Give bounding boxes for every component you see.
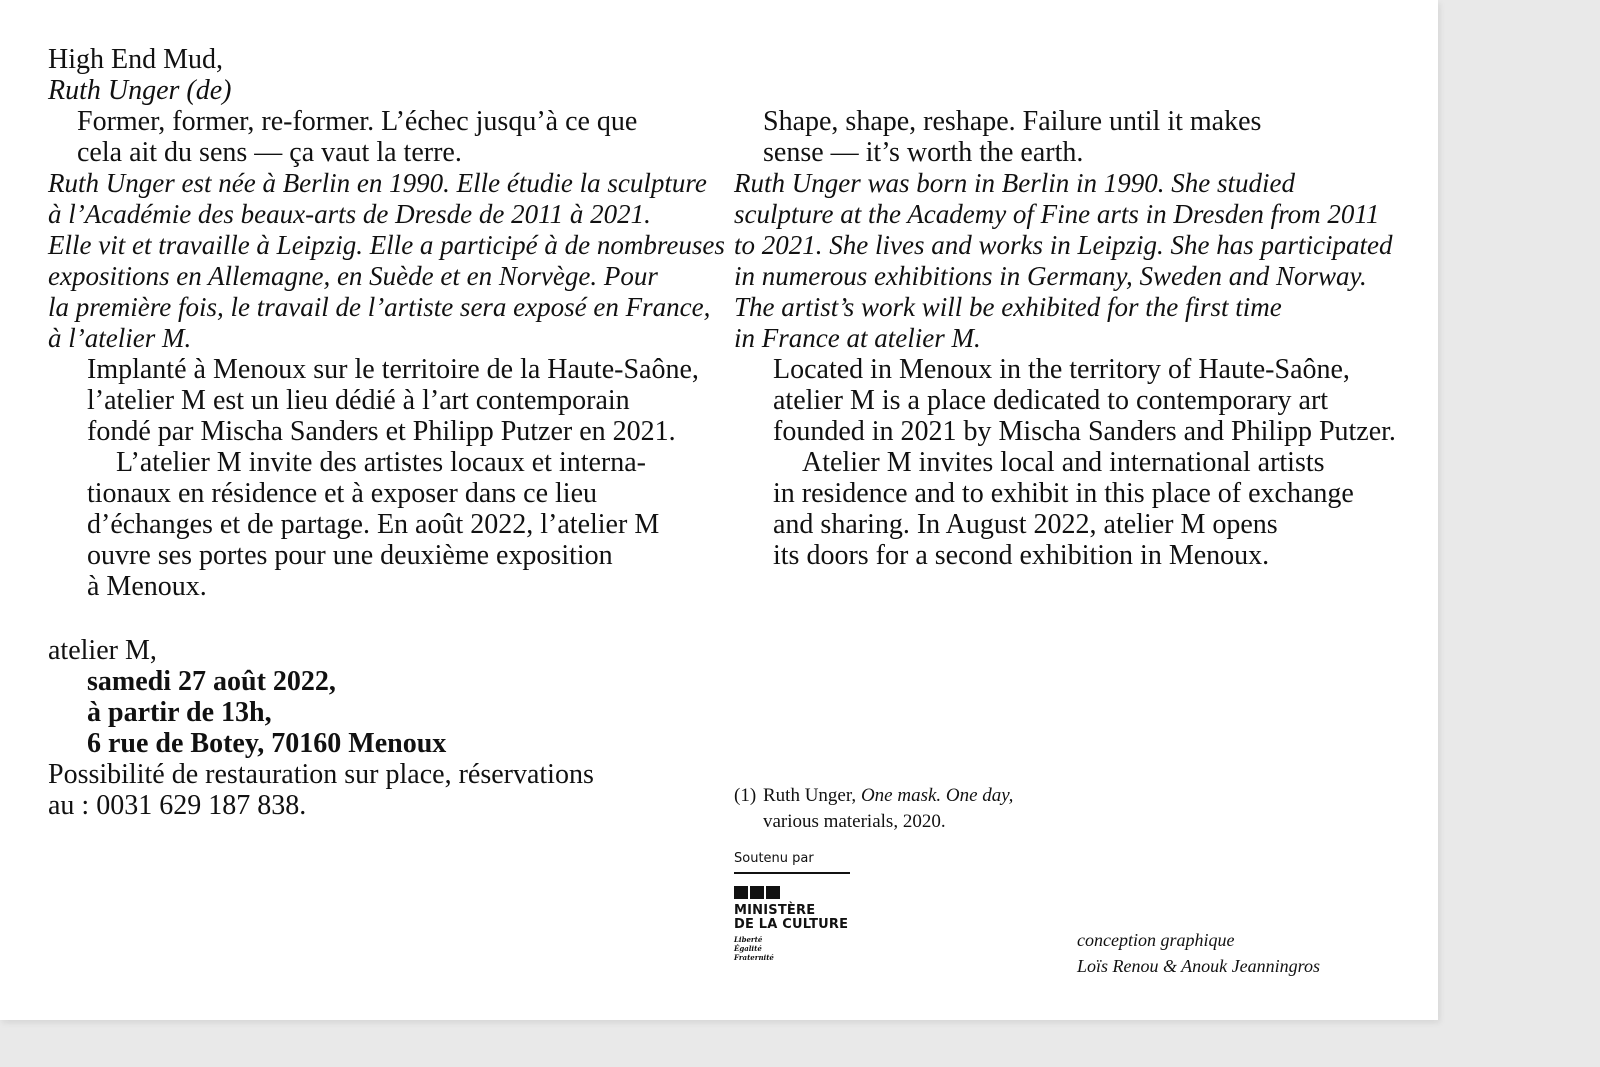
- invitation-paragraph-fr: [48, 447, 728, 602]
- artist-name: Ruth Unger (de): [48, 75, 232, 106]
- ministry-line: DE LA CULTURE: [734, 917, 849, 932]
- invite-line: à Menoux.: [87, 571, 207, 602]
- caption-details: various materials, 2020.: [763, 811, 946, 832]
- invite-line: tionaux en résidence et à exposer dans ce lieu: [87, 478, 598, 509]
- exhibition-title: High End Mud,: [48, 44, 223, 75]
- bio-line: Ruth Unger est née à Berlin en 1990. Elle étudie la sculpture: [48, 168, 707, 198]
- invite-line: its doors for a second exhibition in Menoux.: [773, 540, 1270, 571]
- about-line: Implanté à Menoux sur le territoire de la Haute-Saône,: [87, 354, 699, 385]
- bio-line: in numerous exhibitions in Germany, Sweden and Norway.: [734, 261, 1367, 291]
- design-credit: [1077, 927, 1320, 979]
- marianne-mark-icon: [734, 886, 850, 899]
- invite-line: Atelier M invites local and international artists: [802, 447, 1325, 478]
- artist-quote-fr: [48, 106, 728, 168]
- bio-line: à l’Académie des beaux-arts de Dresde de 2011 à 2021.: [48, 199, 651, 229]
- support-divider: [734, 872, 850, 874]
- caption-artist: Ruth Unger,: [763, 785, 857, 806]
- bio-line: la première fois, le travail de l’artiste sera exposé en France,: [48, 292, 711, 322]
- about-line: fondé par Mischa Sanders et Philipp Putzer en 2021.: [87, 416, 676, 447]
- french-column: [48, 44, 728, 821]
- invite-line: L’atelier M invite des artistes locaux et interna-: [116, 447, 647, 478]
- bio-line: in France at atelier M.: [734, 323, 981, 353]
- bio-line: sculpture at the Academy of Fine arts in Dresden from 2011: [734, 199, 1380, 229]
- quote-line: Former, former, re-former. L’échec jusqu’à ce que: [77, 106, 638, 137]
- quote-line: Shape, shape, reshape. Failure until it makes: [763, 106, 1262, 137]
- caption-line: [763, 783, 1013, 809]
- credit-names: Loïs Renou & Anouk Jeanningros: [1077, 956, 1320, 976]
- motto-line: Égalité: [734, 944, 762, 953]
- about-line: l’atelier M est un lieu dédié à l’art contemporain: [87, 385, 630, 416]
- bio-line: The artist’s work will be exhibited for the first time: [734, 292, 1282, 322]
- artist-quote-en: [734, 106, 1414, 168]
- invite-line: ouvre ses portes pour une deuxième exposition: [87, 540, 613, 571]
- bio-line: Elle vit et travaille à Leipzig. Elle a participé à de nombreuses: [48, 230, 725, 260]
- ministry-logo: [734, 886, 850, 962]
- caption-text: [763, 783, 1013, 835]
- english-column: [734, 106, 1414, 571]
- artist-bio-en: [734, 168, 1414, 354]
- ministry-line: MINISTÈRE: [734, 903, 816, 918]
- venue-description-en: [734, 354, 1414, 447]
- about-line: Located in Menoux in the territory of Haute-Saône,: [773, 354, 1350, 385]
- invitation-paragraph-en: [734, 447, 1414, 571]
- support-label: Soutenu par: [734, 851, 814, 866]
- catering-line: Possibilité de restauration sur place, réservations: [48, 759, 594, 790]
- venue-name: atelier M,: [48, 635, 157, 666]
- quote-line: sense — it’s worth the earth.: [763, 137, 1084, 168]
- caption-work-title: One mask. One day,: [860, 785, 1014, 806]
- motto-line: Liberté: [734, 935, 763, 944]
- bio-line: à l’atelier M.: [48, 323, 192, 353]
- invite-line: and sharing. In August 2022, atelier M opens: [773, 509, 1278, 540]
- about-line: founded in 2021 by Mischa Sanders and Philipp Putzer.: [773, 416, 1396, 447]
- event-address: 6 rue de Botey, 70160 Menoux: [87, 728, 447, 759]
- invite-line: d’échanges et de partage. En août 2022, l’atelier M: [87, 509, 660, 540]
- bio-line: to 2021. She lives and works in Leipzig. She has participated: [734, 230, 1393, 260]
- event-time: à partir de 13h,: [87, 697, 272, 728]
- catering-line: au : 0031 629 187 838.: [48, 790, 307, 821]
- caption-number: (1): [734, 785, 757, 806]
- credit-label: conception graphique: [1077, 930, 1235, 950]
- invite-line: in residence and to exhibit in this place of exchange: [773, 478, 1354, 509]
- quote-line: cela ait du sens — ça vaut la terre.: [77, 137, 462, 168]
- bio-line: Ruth Unger was born in Berlin in 1990. She studied: [734, 168, 1295, 198]
- ministry-name: [734, 904, 850, 932]
- about-line: atelier M is a place dedicated to contemporary art: [773, 385, 1329, 416]
- motto-line: Fraternité: [734, 953, 774, 962]
- event-date: samedi 27 août 2022,: [87, 666, 336, 697]
- bio-line: expositions en Allemagne, en Suède et en Norvège. Pour: [48, 261, 658, 291]
- support-block: [734, 850, 850, 962]
- artist-bio-fr: [48, 168, 728, 354]
- republic-motto: [734, 935, 850, 962]
- venue-description-fr: [48, 354, 728, 447]
